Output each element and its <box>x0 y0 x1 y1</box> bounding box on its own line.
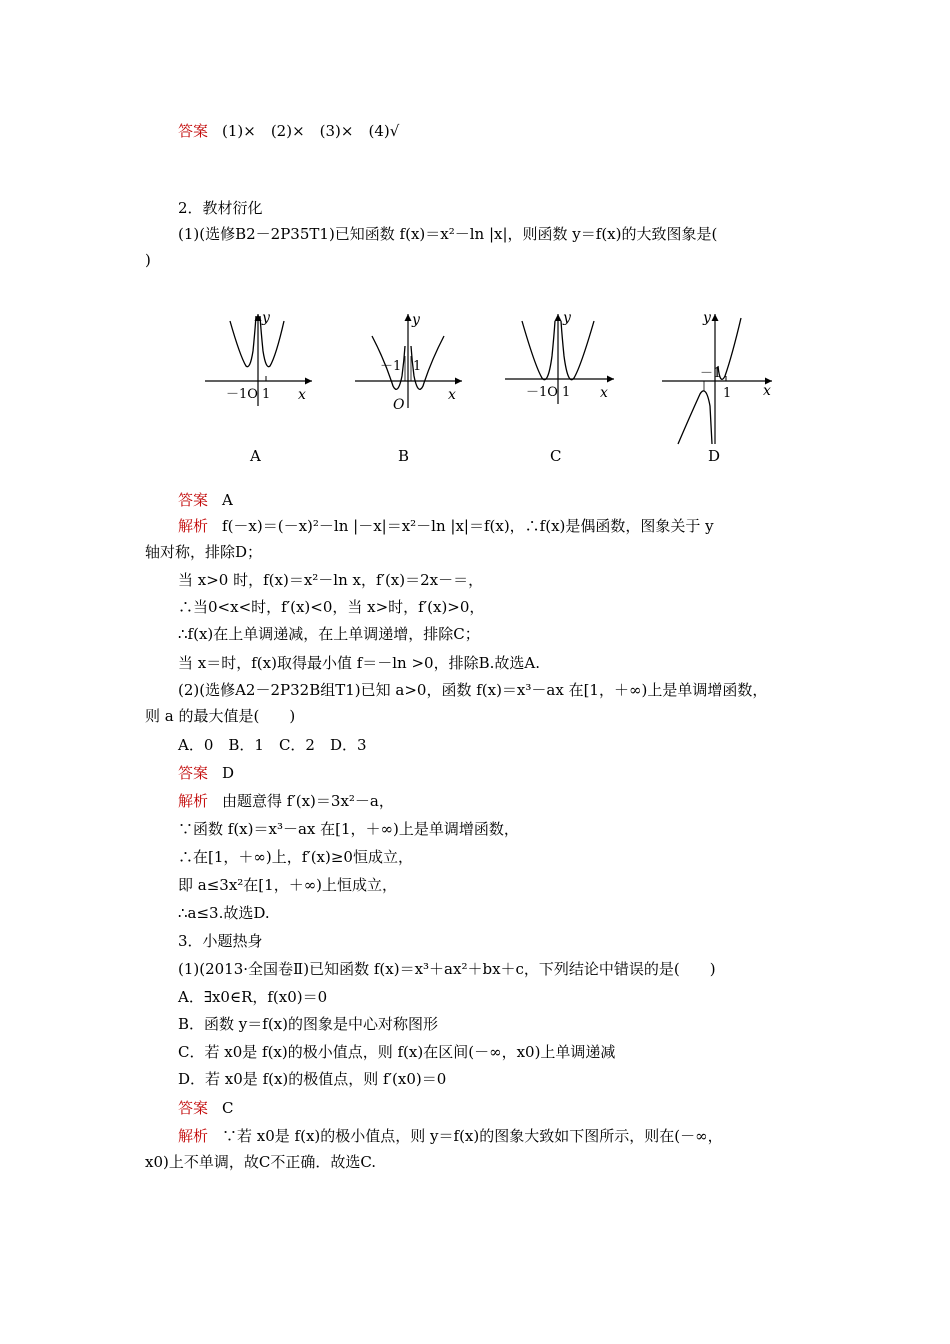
graph-b-y-label: y <box>412 312 420 328</box>
question-3-1-option-c: C．若 x0是 f(x)的极小值点，则 f(x)在区间(－∞，x0)上单调递减 <box>178 1043 616 1061</box>
graph-a-x-label: x <box>298 387 306 403</box>
option-d-label: D <box>708 447 721 465</box>
analysis-3-1-line-2: x0)上不单调，故C不正确．故选C. <box>145 1153 377 1171</box>
question-3-1-option-b: B．函数 y＝f(x)的图象是中心对称图形 <box>178 1015 438 1033</box>
question-3-1-line-1: (1)(2013·全国卷Ⅱ)已知函数 f(x)＝x³＋ax²＋bx＋c，下列结论中错误的是( ) <box>178 960 716 978</box>
option-c-label: C <box>550 447 562 465</box>
question-3-1-option-d: D．若 x0是 f(x)的极值点，则 f′(x0)＝0 <box>178 1070 447 1088</box>
graph-a-y-label: y <box>262 310 270 326</box>
answer-text: (1)× (2)× (3)× (4)√ <box>222 122 400 140</box>
graph-c-y-label: y <box>563 310 571 326</box>
answer-line-2-2 <box>178 762 234 784</box>
analysis-text: ∵若 x0是 f(x)的极小值点，则 y＝f(x)的图象大致如下图所示，则在(－∞， <box>222 1127 723 1145</box>
section-title-3: 3．小题热身 <box>178 932 263 950</box>
graph-d-tick-pos: 1 <box>723 386 732 401</box>
graph-b-x-label: x <box>448 387 456 403</box>
analysis-2-2-line-1 <box>178 790 394 812</box>
option-b-label: B <box>398 447 410 465</box>
graph-c-x-label: x <box>600 385 608 401</box>
graph-a <box>205 310 312 465</box>
analysis-label: 解析 <box>178 792 209 810</box>
question-2-1-line-2: ) <box>145 251 151 269</box>
answer-text: D <box>222 764 235 782</box>
question-2-1-line-1: (1)(选修B2－2P35T1)已知函数 f(x)＝x²－ln |x|，则函数 y＝f(x)的大致图象是( <box>178 225 718 243</box>
analysis-2-1-line-6: 当 x＝时，f(x)取得最小值 f＝－ln >0，排除B.故选A. <box>178 654 540 672</box>
graph-b-tick-pos: 1 <box>413 359 422 374</box>
graph-d-x-label: x <box>763 383 771 399</box>
graph-d-y-label: y <box>703 310 711 326</box>
graph-c <box>505 310 614 465</box>
section-title-2: 2．教材衍化 <box>178 199 263 217</box>
answer-label: 答案 <box>178 764 209 782</box>
analysis-text: f(－x)＝(－x)²－ln |－x|＝x²－ln |x|＝f(x)，∴f(x)是偶函数，图象关于 y <box>222 517 714 535</box>
graph-d <box>662 310 772 465</box>
graph-b-tick-neg: －1 <box>380 359 402 374</box>
analysis-2-2-line-3: ∴在[1，＋∞)上，f′(x)≥0恒成立， <box>178 848 413 866</box>
question-2-2-line-1: (2)(选修A2－2P32B组T1)已知 a>0，函数 f(x)＝x³－ax 在[1，＋∞)上是单调增函数， <box>178 681 768 699</box>
analysis-text: 由题意得 f′(x)＝3x²－a， <box>222 792 394 810</box>
analysis-label: 解析 <box>178 517 209 535</box>
analysis-2-1-line-4: ∴当0<x<时，f′(x)<0，当 x>时，f′(x)>0， <box>178 598 485 616</box>
analysis-2-2-line-2: ∵函数 f(x)＝x³－ax 在[1，＋∞)上是单调增函数， <box>178 820 519 838</box>
function-graphs-figure <box>200 296 790 486</box>
answer-label: 答案 <box>178 491 209 509</box>
answer-label: 答案 <box>178 1099 209 1117</box>
graph-b <box>355 312 462 465</box>
answer-label: 答案 <box>178 122 209 140</box>
analysis-2-1-line-2: 轴对称，排除D； <box>145 543 263 561</box>
graph-c-ticks: －1O 1 <box>526 385 571 400</box>
analysis-label: 解析 <box>178 1127 209 1145</box>
graph-b-origin: O <box>393 397 405 413</box>
analysis-2-2-line-5: ∴a≤3.故选D. <box>178 904 270 922</box>
graph-d-tick-neg: －1 <box>700 366 722 381</box>
option-a-label: A <box>250 447 261 465</box>
question-3-1-option-a: A．∃x0∈R，f(x0)＝0 <box>178 988 328 1006</box>
question-2-2-line-2: 则 a 的最大值是( ) <box>145 707 296 725</box>
answer-line-2-1 <box>178 489 233 511</box>
question-2-2-options: A．0 B．1 C．2 D．3 <box>178 736 367 754</box>
analysis-2-1-line-1 <box>178 515 714 537</box>
graphs-svg <box>200 296 790 486</box>
analysis-2-1-line-3: 当 x>0 时，f(x)＝x²－ln x，f′(x)＝2x－＝， <box>178 571 484 589</box>
answer-line-1 <box>178 120 399 142</box>
analysis-2-1-line-5: ∴f(x)在上单调递减，在上单调递增，排除C； <box>178 625 480 643</box>
answer-line-3-1 <box>178 1097 234 1119</box>
analysis-2-2-line-4: 即 a≤3x²在[1，＋∞)上恒成立， <box>178 876 398 894</box>
analysis-3-1-line-1 <box>178 1125 723 1147</box>
answer-text: C <box>222 1099 234 1117</box>
graph-a-ticks: －1O 1 <box>226 387 271 402</box>
answer-text: A <box>222 491 233 509</box>
